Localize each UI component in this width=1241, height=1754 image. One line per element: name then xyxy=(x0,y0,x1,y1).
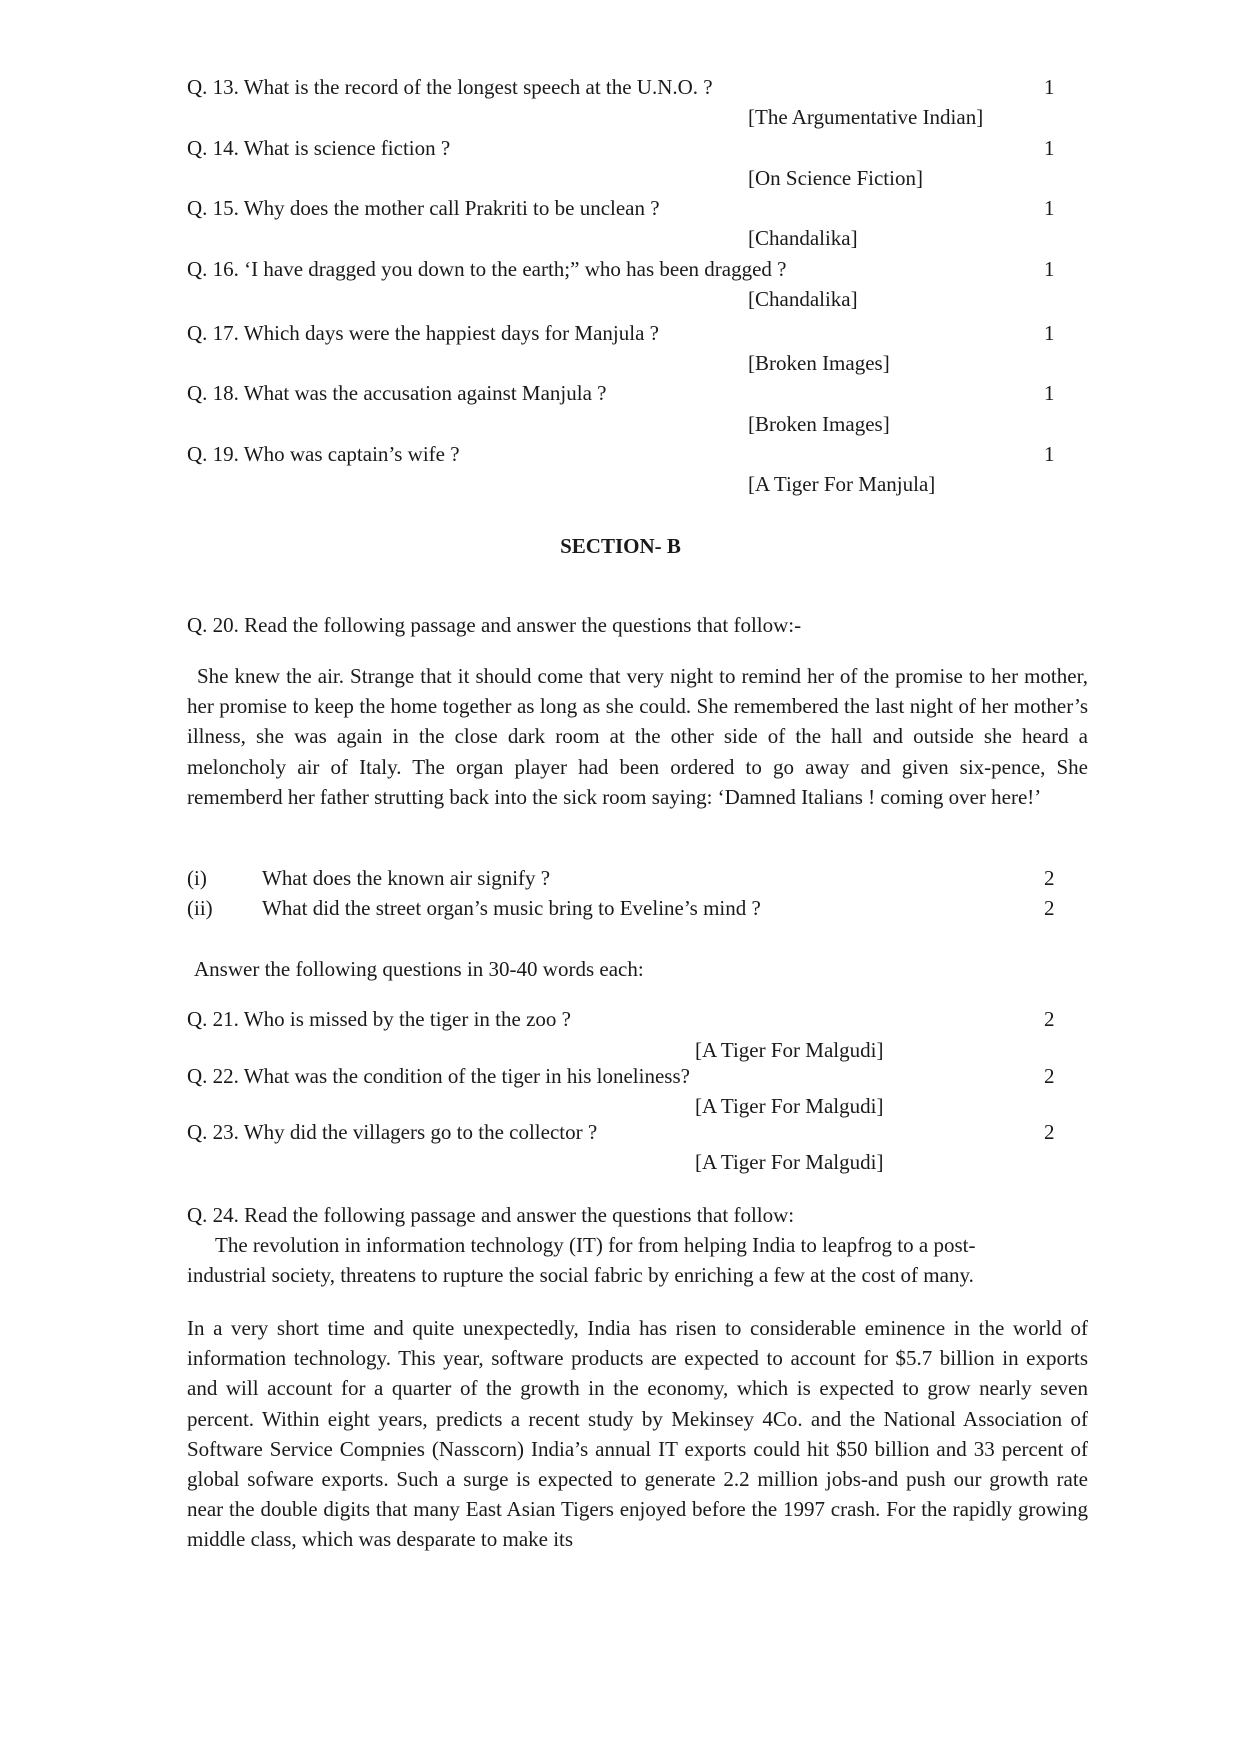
question-22-source: [A Tiger For Malgudi] xyxy=(695,1094,884,1118)
subquestion-i-marks: 2 xyxy=(1044,866,1055,890)
question-13-source: [The Argumentative Indian] xyxy=(748,105,984,129)
question-18: Q. 18. What was the accusation against Manjula ? xyxy=(187,381,607,405)
question-17-marks: 1 xyxy=(1044,321,1055,345)
question-23-marks: 2 xyxy=(1044,1120,1055,1144)
question-14-source: [On Science Fiction] xyxy=(748,166,923,190)
subquestion-ii-text: What did the street organ’s music bring to Eveline’s mind ? xyxy=(262,896,761,920)
question-13-marks: 1 xyxy=(1044,75,1055,99)
subquestion-i-label: (i) xyxy=(187,866,207,890)
subquestion-i-text: What does the known air signify ? xyxy=(262,866,551,890)
question-20-prompt: Q. 20. Read the following passage and answer the questions that follow:- xyxy=(187,613,802,637)
question-13: Q. 13. What is the record of the longest speech at the U.N.O. ? xyxy=(187,75,713,99)
question-14-marks: 1 xyxy=(1044,136,1055,160)
question-19-marks: 1 xyxy=(1044,442,1055,466)
question-23: Q. 23. Why did the villagers go to the collector ? xyxy=(187,1120,598,1144)
question-15: Q. 15. Why does the mother call Prakriti to be unclean ? xyxy=(187,196,660,220)
question-20-passage xyxy=(187,661,1088,812)
subquestion-ii-marks: 2 xyxy=(1044,896,1055,920)
passage-paragraph: She knew the air. Strange that it should come that very night to remind her of the promise to her mother, her promise to keep the home together as long as she could. She remembered the last night of her mother’s illness, she was again in the close dark room at the other side of the hall and outside she heard a meloncholy air of Italy. The organ player had been ordered to go away and given six-pence, She rememberd her father strutting back into the sick room saying: ‘Damned Italians ! coming over here!’ xyxy=(187,664,1088,809)
question-15-source: [Chandalika] xyxy=(748,226,858,250)
question-16-source: [Chandalika] xyxy=(748,287,858,311)
subquestion-ii-label: (ii) xyxy=(187,896,213,920)
instruction-text: Answer the following questions in 30-40 words each: xyxy=(194,957,644,981)
question-24-prompt: Q. 24. Read the following passage and answer the questions that follow: xyxy=(187,1203,795,1227)
question-14: Q. 14. What is science fiction ? xyxy=(187,136,451,160)
question-18-source: [Broken Images] xyxy=(748,412,890,436)
question-19-source: [A Tiger For Manjula] xyxy=(748,472,936,496)
passage-paragraph: In a very short time and quite unexpectedly, India has risen to considerable eminence in the world of information technology. This year, software products are expected to account for $5.7 billion in exports and will account for a quarter of the growth in the economy, which is expected to grow nearly seven percent. Within eight years, predicts a recent study by Mekinsey 4Co. and the National Association of Software Service Compnies (Nasscorn) India’s annual IT exports could hit $50 billion and 33 percent of global sofware exports. Such a surge is expected to generate 2.2 million jobs-and push our growth rate near the double digits that many East Asian Tigers enjoyed before the 1997 crash. For the rapidly growing middle class, which was desparate to make its xyxy=(187,1316,1088,1552)
question-21-marks: 2 xyxy=(1044,1007,1055,1031)
question-17-source: [Broken Images] xyxy=(748,351,890,375)
question-16: Q. 16. ‘I have dragged you down to the earth;” who has been dragged ? xyxy=(187,257,787,281)
question-24-intro-line-1: The revolution in information technology (IT) for from helping India to leapfrog to a post- xyxy=(215,1233,976,1257)
question-23-source: [A Tiger For Malgudi] xyxy=(695,1150,884,1174)
question-24-intro-line-2: industrial society, threatens to rupture the social fabric by enriching a few at the cost of many. xyxy=(187,1263,974,1287)
question-15-marks: 1 xyxy=(1044,196,1055,220)
question-19: Q. 19. Who was captain’s wife ? xyxy=(187,442,460,466)
question-17: Q. 17. Which days were the happiest days for Manjula ? xyxy=(187,321,659,345)
question-21-source: [A Tiger For Malgudi] xyxy=(695,1038,884,1062)
question-24-passage xyxy=(187,1313,1088,1555)
question-18-marks: 1 xyxy=(1044,381,1055,405)
question-21: Q. 21. Who is missed by the tiger in the zoo ? xyxy=(187,1007,571,1031)
question-16-marks: 1 xyxy=(1044,257,1055,281)
question-22: Q. 22. What was the condition of the tiger in his loneliness? xyxy=(187,1064,690,1088)
section-b-title: SECTION- B xyxy=(560,534,681,558)
question-22-marks: 2 xyxy=(1044,1064,1055,1088)
